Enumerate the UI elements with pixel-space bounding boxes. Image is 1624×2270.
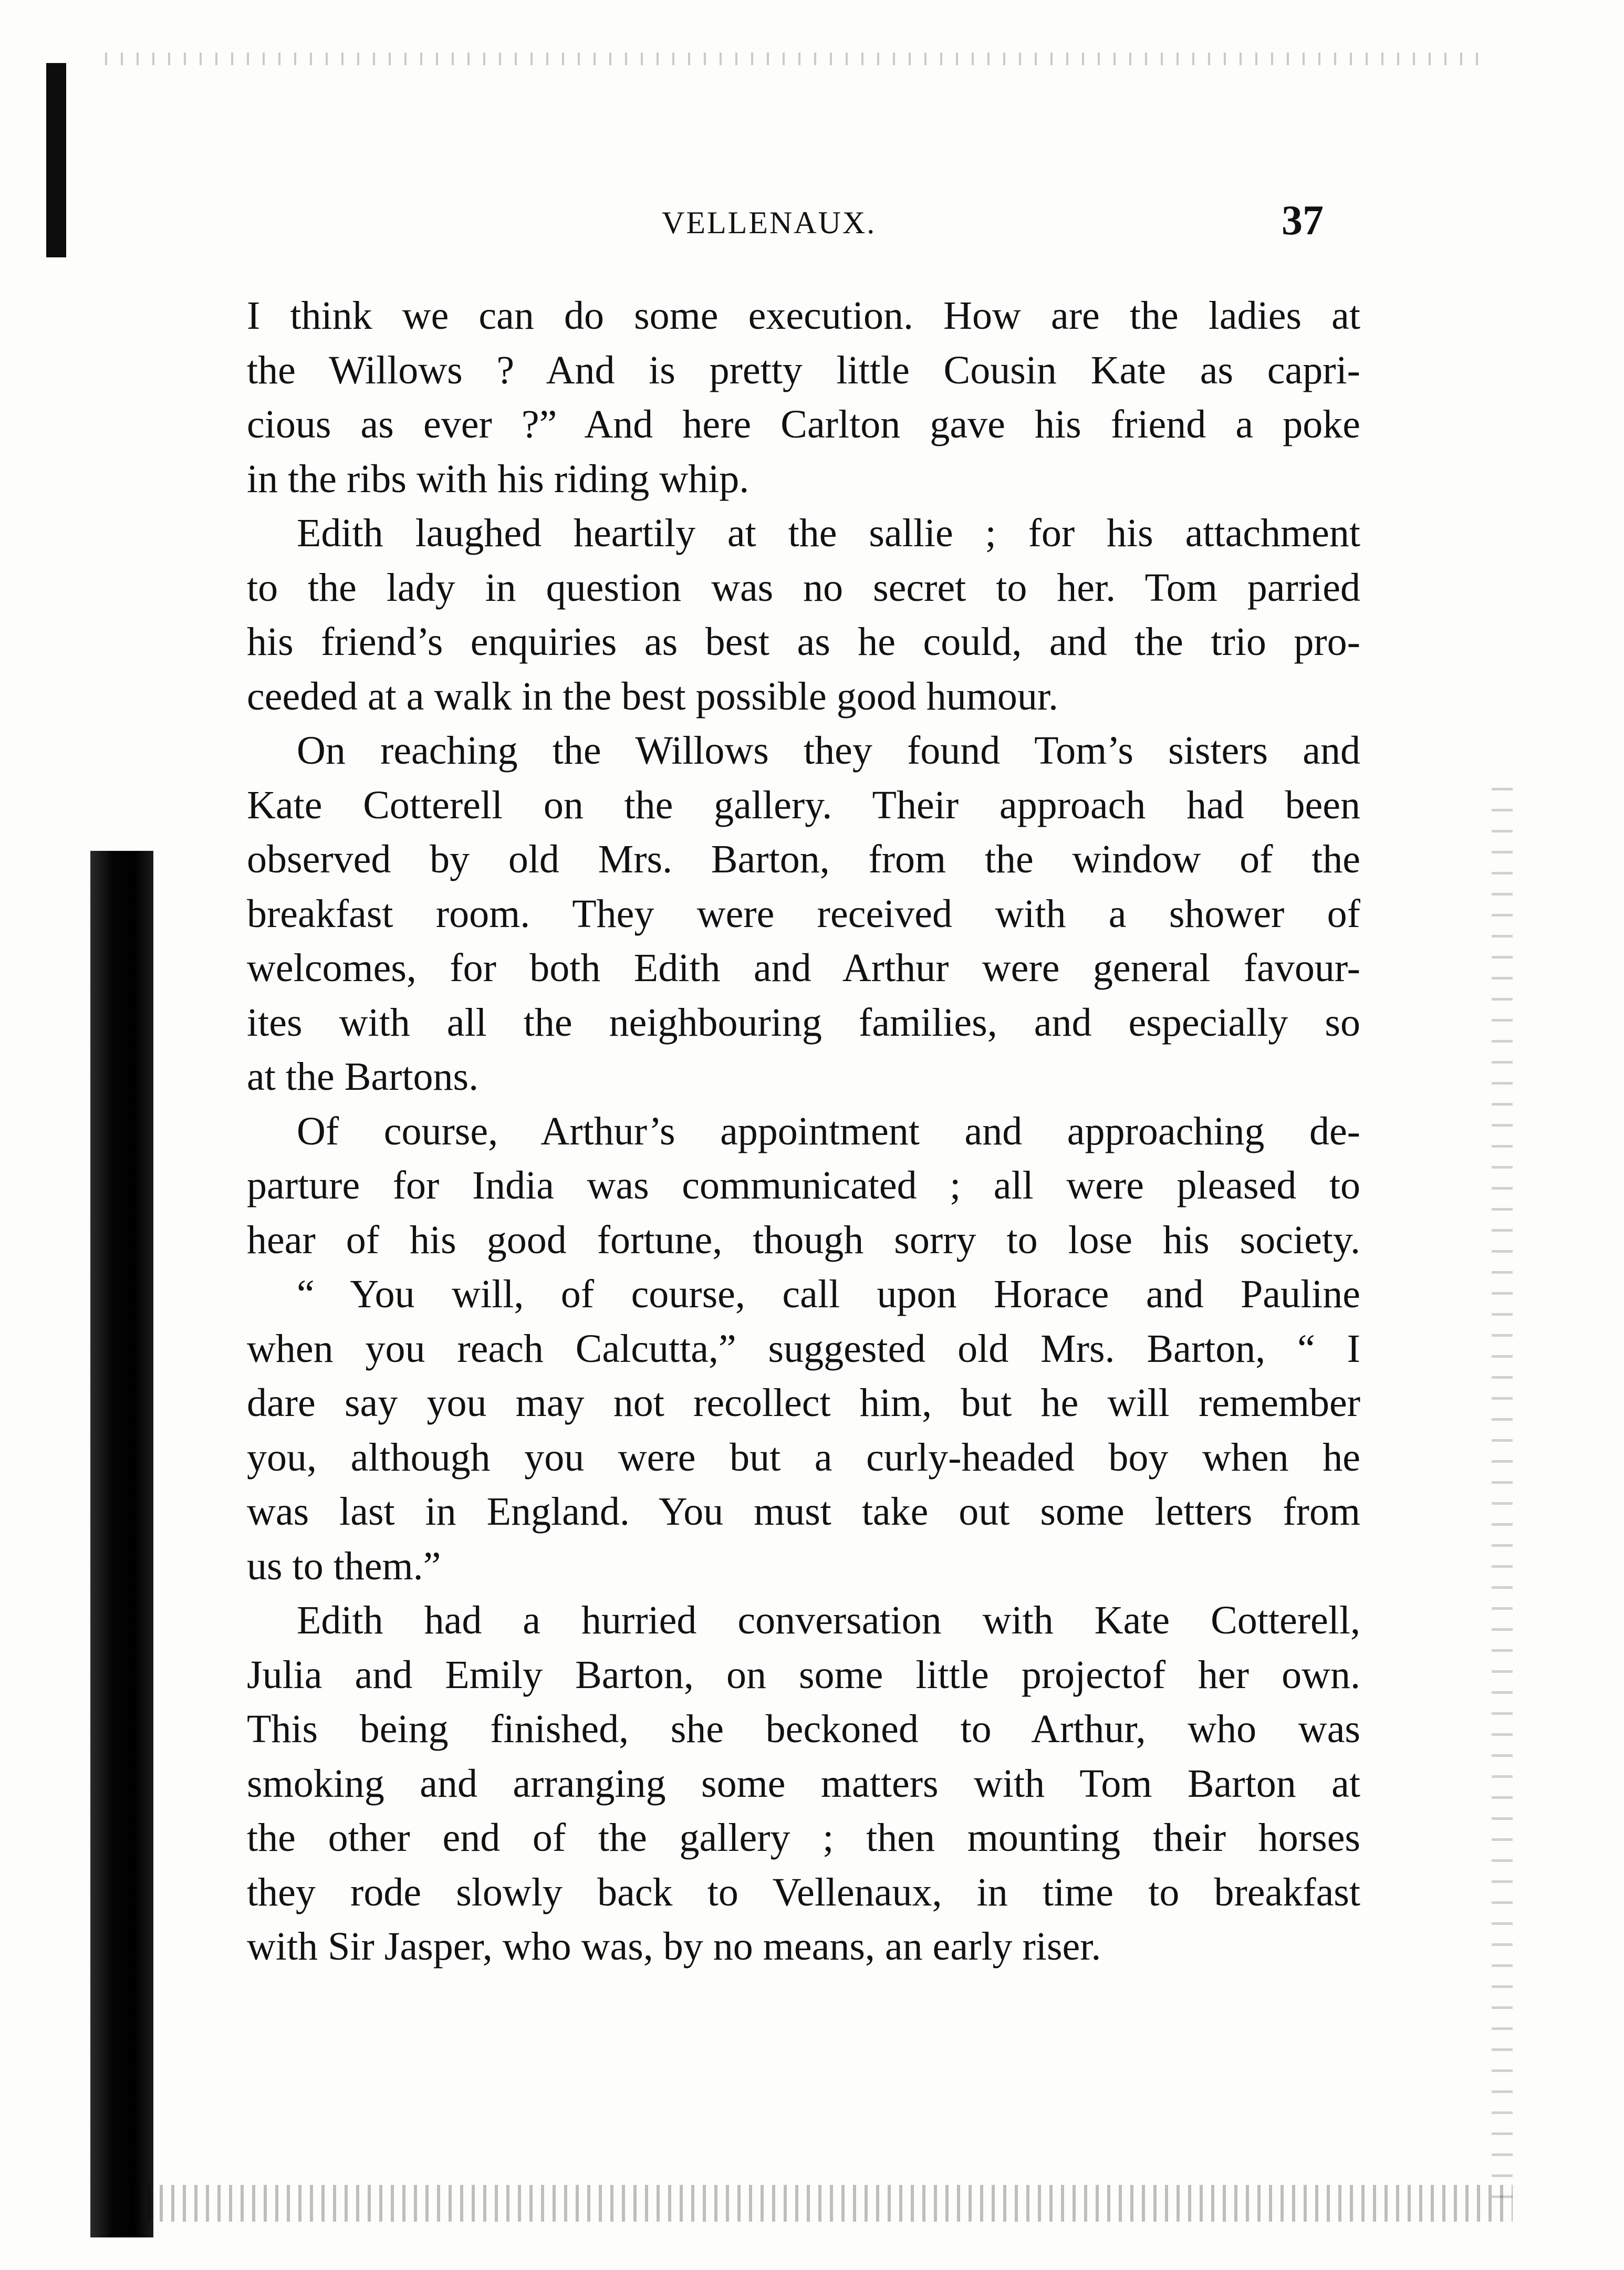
text-line: the other end of the gallery ; then mounting their horses xyxy=(247,1816,1360,1860)
text-line: Edith had a hurried conversation with Kate Cotterell, xyxy=(297,1598,1360,1642)
page-number: 37 xyxy=(1282,197,1324,244)
text-line: when you reach Calcutta,” suggested old Mrs. Barton, “ I xyxy=(247,1326,1360,1371)
text-line: “ You will, of course, call upon Horace and Pauline xyxy=(297,1272,1360,1316)
text-line: parture for India was communicated ; all were pleased to xyxy=(247,1163,1360,1207)
text-line: Edith laughed heartily at the sallie ; for his attachment xyxy=(297,511,1360,555)
text-line: smoking and arranging some matters with Tom Barton at xyxy=(247,1761,1360,1806)
text-line: dare say you may not recollect him, but he will remember xyxy=(247,1381,1360,1425)
scan-edge-bottom xyxy=(137,2185,1513,2222)
text-line: at the Bartons. xyxy=(247,1055,479,1099)
text-line: cious as ever ?” And here Carlton gave his friend a poke xyxy=(247,402,1360,446)
text-line: us to them.” xyxy=(247,1544,441,1588)
text-line: I think we can do some execution. How are the ladies at xyxy=(247,294,1360,338)
text-line: ceeded at a walk in the best possible good humour. xyxy=(247,674,1058,719)
text-line: observed by old Mrs. Barton, from the window of the xyxy=(247,837,1360,881)
text-line: you, although you were but a curly-headed boy when he xyxy=(247,1435,1360,1480)
scan-edge-right xyxy=(1492,788,1513,2206)
text-line: the Willows ? And is pretty little Cousin Kate as capri- xyxy=(247,348,1360,392)
text-line: welcomes, for both Edith and Arthur were general favour- xyxy=(247,946,1360,990)
text-line: was last in England. You must take out some letters from xyxy=(247,1490,1360,1534)
text-line: ites with all the neighbouring families, and especially so xyxy=(247,1000,1360,1045)
text-line: breakfast room. They were received with a shower of xyxy=(247,891,1360,936)
text-line: On reaching the Willows they found Tom’s sisters and xyxy=(297,728,1360,773)
text-line: his friend’s enquiries as best as he could, and the trio pro- xyxy=(247,620,1360,664)
text-line: Kate Cotterell on the gallery. Their approach had been xyxy=(247,783,1360,827)
scan-edge-left-binding xyxy=(90,851,153,2237)
text-line: hear of his good fortune, though sorry to lose his society. xyxy=(247,1217,1360,1262)
body-text xyxy=(247,289,1360,1974)
text-line: to the lady in question was no secret to her. Tom parried xyxy=(247,565,1360,610)
text-line: Of course, Arthur’s appointment and approaching de- xyxy=(297,1109,1360,1153)
text-line: This being finished, she beckoned to Arthur, who was xyxy=(247,1707,1360,1751)
text-line: Julia and Emily Barton, on some little projectof her own. xyxy=(247,1652,1360,1697)
running-head: VELLENAUX. xyxy=(662,205,877,240)
scan-edge-left-top xyxy=(46,63,66,257)
scan-edge-top xyxy=(105,53,1492,65)
text-line: they rode slowly back to Vellenaux, in time to breakfast xyxy=(247,1870,1360,1914)
text-line: in the ribs with his riding whip. xyxy=(247,456,749,501)
text-line: with Sir Jasper, who was, by no means, an early riser. xyxy=(247,1924,1101,1969)
